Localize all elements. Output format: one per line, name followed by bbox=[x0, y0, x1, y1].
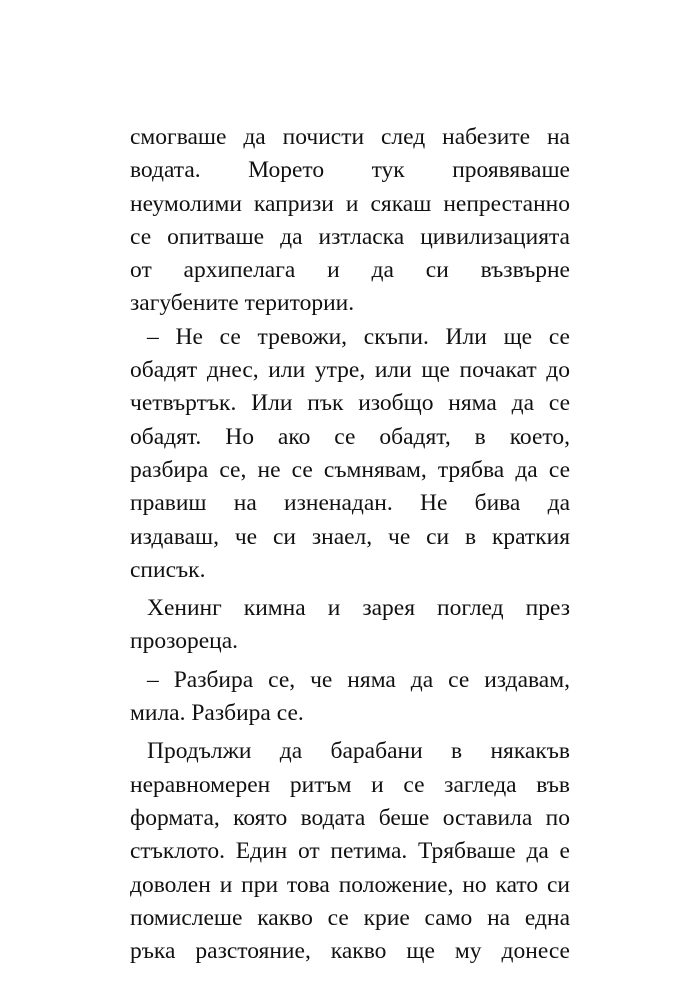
text-line: разбира се, не се съмнявам, трябва да се bbox=[130, 456, 570, 483]
text-line: списък. bbox=[130, 556, 206, 583]
text-line: – Не се тревожи, скъпи. Или ще се bbox=[147, 323, 570, 350]
text-line: формата, която водата беше оставила по bbox=[130, 804, 570, 831]
text-line: четвъртък. Или пък изобщо няма да се bbox=[130, 390, 570, 417]
text-line: водата. Морето тук проявяваше bbox=[130, 157, 570, 184]
text-line: обадят. Но ако се обадят, в което, bbox=[130, 423, 570, 450]
text-line: от архипелага и да си възвърне bbox=[130, 257, 570, 284]
text-line: Хенинг кимна и зарея поглед през bbox=[147, 595, 570, 622]
text-line: загубените територии. bbox=[130, 290, 355, 317]
text-line: стъклото. Един от петима. Трябваше да е bbox=[130, 838, 570, 865]
text-line: правиш на изненадан. Не бива да bbox=[130, 490, 570, 517]
paragraph bbox=[130, 321, 570, 587]
text-line: се опитваше да изтласка цивилизацията bbox=[130, 223, 570, 250]
paragraph bbox=[130, 664, 570, 731]
text-line: обадят днес, или утре, или ще почакат до bbox=[130, 357, 570, 384]
text-line: помислеше какво се крие само на една bbox=[130, 904, 570, 931]
body-text bbox=[130, 121, 570, 968]
text-line: неравномерен ритъм и се загледа във bbox=[130, 771, 570, 798]
text-line: издаваш, че си знаел, че си в краткия bbox=[130, 523, 570, 550]
paragraph bbox=[130, 121, 570, 321]
text-line: неумолими капризи и сякаш непрестанно bbox=[130, 190, 570, 217]
paragraph bbox=[130, 592, 570, 659]
text-line: мила. Разбира се. bbox=[130, 700, 304, 727]
text-line: Продължи да барабани в някакъв bbox=[147, 738, 570, 765]
text-line: – Разбира се, че няма да се издавам, bbox=[147, 666, 570, 693]
paragraph bbox=[130, 735, 570, 968]
text-line: смогваше да почисти след набезите на bbox=[130, 124, 570, 150]
text-line: ръка разстояние, какво ще му донесе bbox=[130, 938, 570, 965]
text-line: доволен и при това положение, но като си bbox=[130, 871, 570, 898]
text-line: прозореца. bbox=[130, 628, 239, 655]
